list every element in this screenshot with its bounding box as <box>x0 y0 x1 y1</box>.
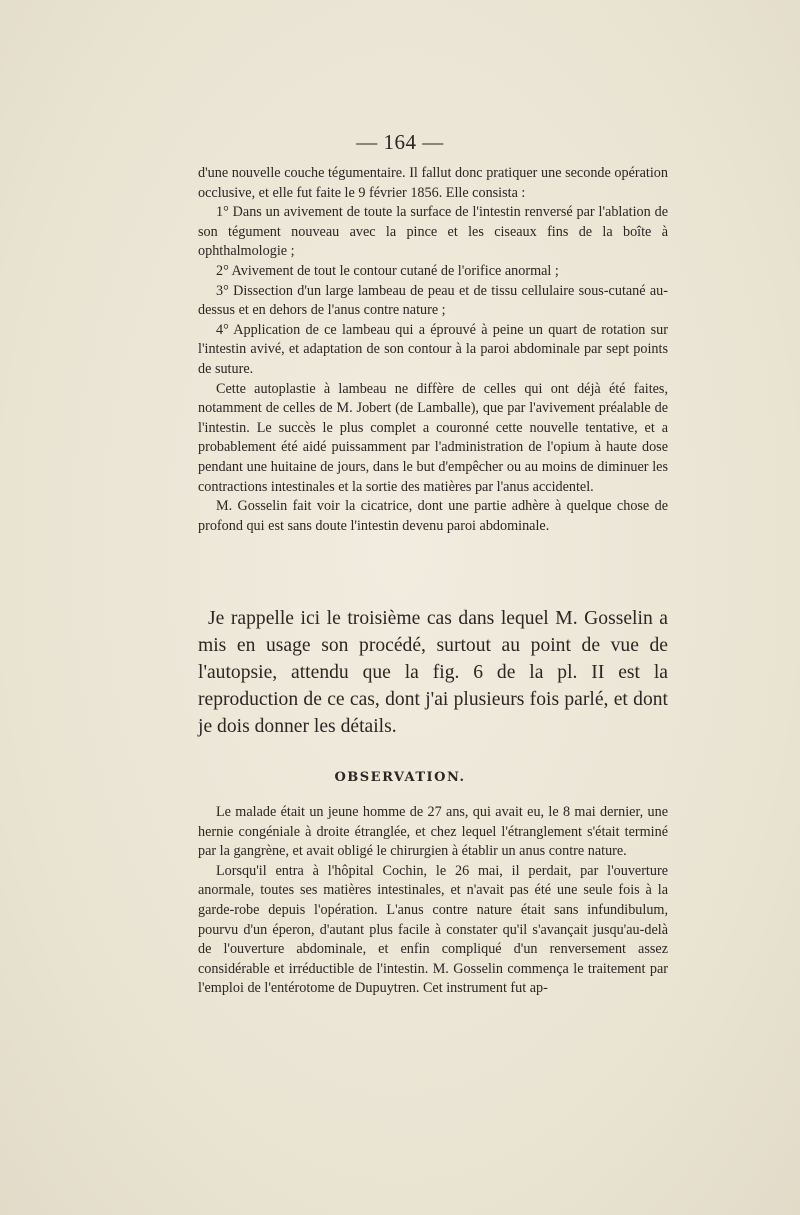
observation-body <box>198 803 668 999</box>
paragraph: 2° Avivement de tout le contour cutané de l'orifice anormal ; <box>216 262 559 279</box>
paragraph: 1° Dans un avivement de toute la surface de l'intestin renversé par l'ablation de son tégument nouveau avec la pince et les ciseaux fins de la boîte à ophthalmologie ; <box>198 204 668 260</box>
commentary-paragraph: Je rappelle ici le troisième cas dans lequel M. Gosselin a mis en usage son procédé, surtout au point de vue de l'autopsie, attendu que la fig. 6 de la pl. II est la reproduction de ce cas, dont j'ai plusieurs fois parlé, et dont je dois donner les détails. <box>198 608 668 737</box>
paragraph: Lorsqu'il entra à l'hôpital Cochin, le 26 mai, il perdait, par l'ouverture anormale, toutes ses matières intestinales, et n'avait pas été une seule fois à la garde-robe depuis l'opération. L'anus contre nature était sans infundibulum, pourvu d'un éperon, d'autant plus facile à constater qu'il s'avançait jusqu'au-delà de l'ouverture abdominale, et enfin compliqué d'un renversement assez considérable et irréductible de l'intestin. M. Gosselin commença le traitement par l'emploi de l'entérotome de Dupuytren. Cet instrument fut ap- <box>198 862 668 997</box>
paragraph: Cette autoplastie à lambeau ne diffère de celles qui ont déjà été faites, notamment de celles de M. Jobert (de Lamballe), que par l'avivement préalable de l'intestin. Le succès le plus complet a couronné cette nouvelle tentative, et a probablement été aidé puissamment par l'administration de l'opium à haute dose pendant une huitaine de jours, dans le but d'empêcher ou au moins de diminuer les contractions intestinales et la sortie des matières par l'anus accidentel. <box>198 380 668 495</box>
author-commentary <box>198 605 668 740</box>
section-continuation <box>198 164 668 536</box>
paragraph: Le malade était un jeune homme de 27 ans, qui avait eu, le 8 mai dernier, une hernie congéniale à droite étranglée, et chez lequel l'étranglement s'était terminé par la gangrène, et avait obligé le chirurgien à établir un anus contre nature. <box>198 804 668 860</box>
observation-heading: OBSERVATION. <box>334 770 466 785</box>
paragraph: 4° Application de ce lambeau qui a éprouvé à peine un quart de rotation sur l'intestin avivé, et adaptation de son contour à la paroi abdominale par sept points de suture. <box>198 321 668 377</box>
paragraph: 3° Dissection d'un large lambeau de peau et de tissu cellulaire sous-cutané au-dessus et en dehors de l'anus contre nature ; <box>198 282 668 319</box>
paragraph: d'une nouvelle couche tégumentaire. Il fallut donc pratiquer une seconde opération occlusive, et elle fut faite le 9 février 1856. Elle consista : <box>198 165 668 201</box>
page-number: — 164 — <box>356 130 444 154</box>
paragraph: M. Gosselin fait voir la cicatrice, dont une partie adhère à quelque chose de profond qui est sans doute l'intestin devenu paroi abdominale. <box>198 498 668 534</box>
